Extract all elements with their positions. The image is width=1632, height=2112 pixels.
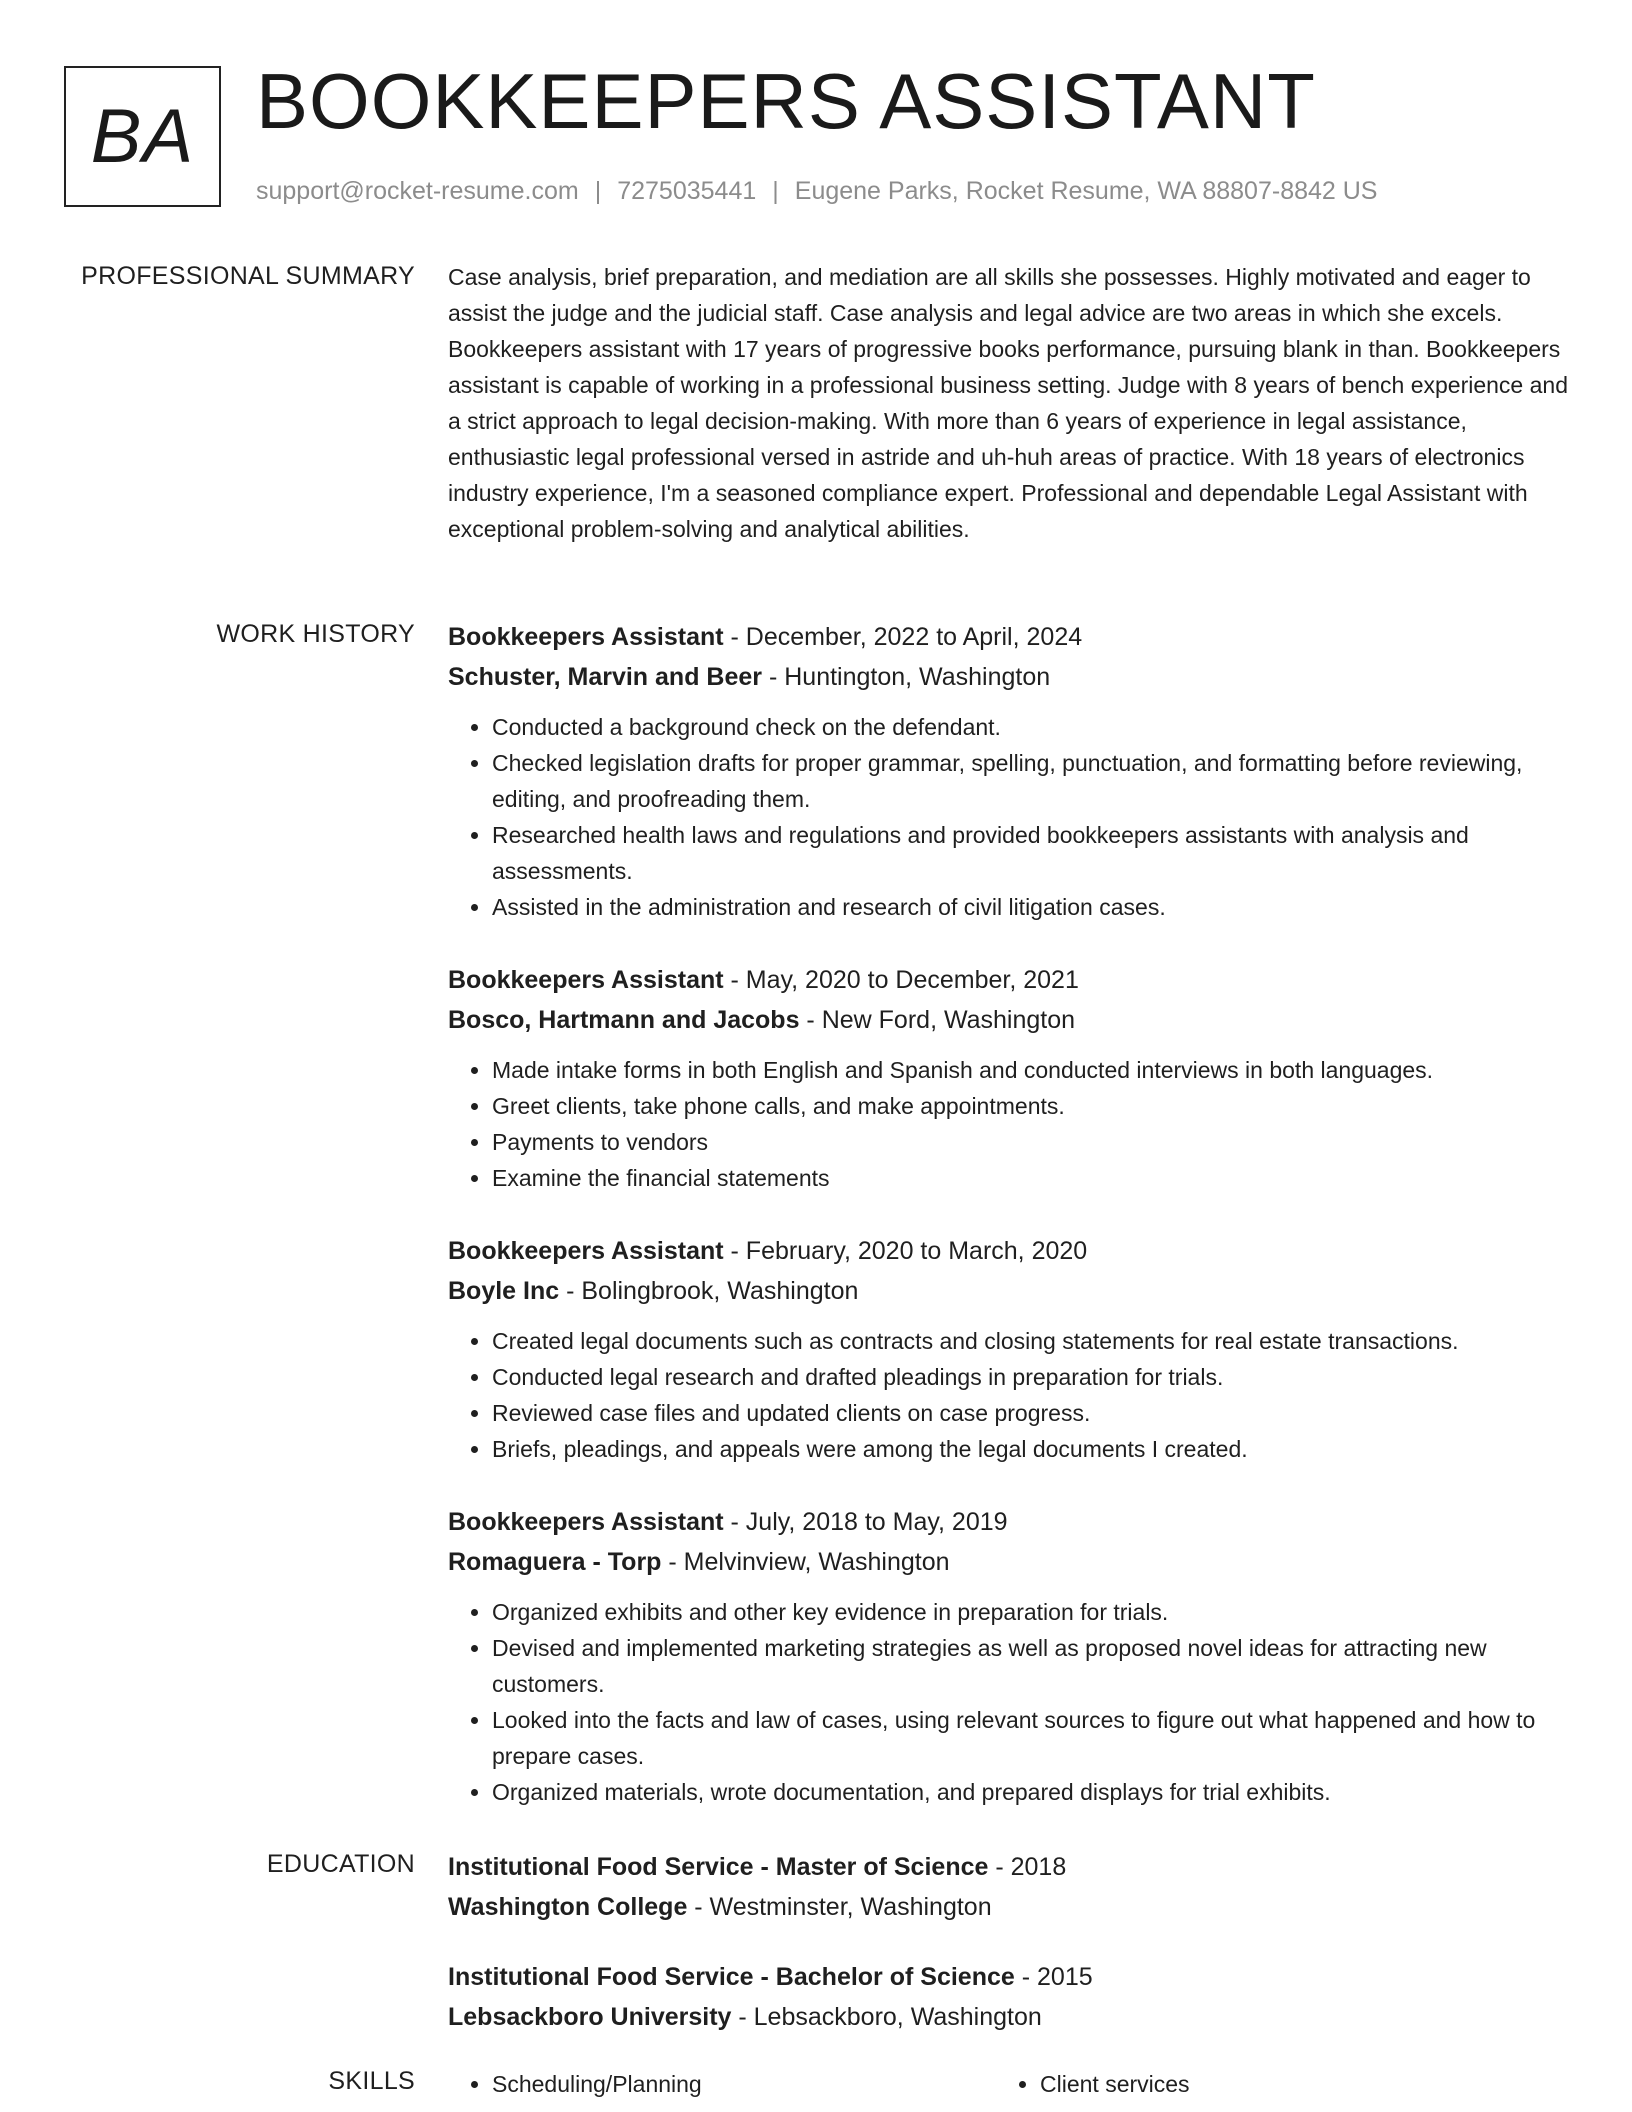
job-title-line — [448, 960, 1570, 1000]
contact-line — [256, 174, 1377, 208]
job-bullets — [448, 1052, 1570, 1196]
degree-name: Institutional Food Service - Master of Science — [448, 1853, 989, 1881]
job-bullet: • Assisted in the administration and research of civil litigation cases. — [492, 889, 1570, 925]
job-bullet: • Briefs, pleadings, and appeals were among the legal documents I created. — [492, 1431, 1570, 1467]
education-entry — [448, 1957, 1570, 2037]
job-location: - New Ford, Washington — [799, 1006, 1076, 1034]
job-entry — [448, 1231, 1570, 1467]
job-bullets — [448, 1594, 1570, 1810]
job-bullets — [448, 709, 1570, 925]
summary-text: Case analysis, brief preparation, and mediation are all skills she possesses. Highly motivated and eager to assist the judge and the judicial staff. Case analysis and legal advice are two areas in which she excels. Bookkeepers assistant with 17 years of progressive books performance, pursuing blank in than. Bookkeepers assistant is capable of working in a professional business setting. Judge with 8 years of bench experience and a strict approach to legal decision-making. With more than 6 years of experience in legal assistance, enthusiastic legal professional versed in astride and uh-huh areas of practice. With 18 years of electronics industry experience, I'm a seasoned compliance expert. Professional and dependable Legal Assistant with exceptional problem-solving and analytical abilities. — [448, 264, 1568, 542]
job-bullet: • Organized exhibits and other key evidence in preparation for trials. — [492, 1594, 1570, 1630]
contact-phone[interactable]: 7275035441 — [617, 177, 757, 205]
degree-line — [448, 1847, 1570, 1887]
job-bullet: • Reviewed case files and updated clients on case progress. — [492, 1395, 1570, 1431]
education-entry — [448, 1847, 1570, 1927]
job-dates: - July, 2018 to May, 2019 — [723, 1508, 1008, 1536]
degree-year: - 2018 — [988, 1853, 1067, 1881]
school-line — [448, 1887, 1570, 1927]
job-title-line — [448, 1502, 1570, 1542]
school-location: - Lebsackboro, Washington — [731, 2003, 1042, 2031]
job-dates: - February, 2020 to March, 2020 — [723, 1237, 1088, 1265]
job-bullet: • Created legal documents such as contracts and closing statements for real estate transactions. — [492, 1323, 1570, 1359]
job-location: - Huntington, Washington — [762, 663, 1051, 691]
job-bullet: • Examine the financial statements — [492, 1160, 1570, 1196]
school-name: Lebsackboro University — [448, 2003, 732, 2031]
job-bullet: • Made intake forms in both English and Spanish and conducted interviews in both languages. — [492, 1052, 1570, 1088]
degree-year: - 2015 — [1014, 1963, 1093, 1991]
school-line — [448, 1997, 1570, 2037]
job-company-line — [448, 657, 1570, 697]
job-company: Schuster, Marvin and Beer — [448, 663, 763, 691]
job-bullet: • Conducted a background check on the defendant. — [492, 709, 1570, 745]
job-bullet: • Conducted legal research and drafted pleadings in preparation for trials. — [492, 1359, 1570, 1395]
job-title: Bookkeepers Assistant — [448, 966, 724, 994]
section-label-work: WORK HISTORY — [216, 620, 415, 648]
skills-column-left — [448, 2066, 702, 2102]
contact-separator: | — [594, 177, 602, 205]
monogram-badge: BA — [64, 66, 221, 207]
job-dates: - December, 2022 to April, 2024 — [723, 623, 1083, 651]
job-company: Boyle Inc — [448, 1277, 560, 1305]
section-label-education: EDUCATION — [266, 1850, 415, 1878]
job-bullet: • Checked legislation drafts for proper grammar, spelling, punctuation, and formatting before reviewing, editing, and proofreading them. — [492, 745, 1570, 817]
job-title: Bookkeepers Assistant — [448, 1508, 724, 1536]
school-location: - Westminster, Washington — [687, 1893, 992, 1921]
job-entry — [448, 617, 1570, 925]
job-company-line — [448, 1271, 1570, 1311]
contact-separator: | — [772, 177, 779, 205]
job-company: Romaguera - Torp — [448, 1548, 662, 1576]
job-location: - Bolingbrook, Washington — [559, 1277, 859, 1305]
school-name: Washington College — [448, 1893, 688, 1921]
job-bullet: • Devised and implemented marketing strategies as well as proposed novel ideas for attracting new customers. — [492, 1630, 1570, 1702]
section-label-skills: SKILLS — [328, 2067, 415, 2095]
contact-address: Eugene Parks, Rocket Resume, WA 88807-8842 US — [794, 177, 1378, 205]
contact-email[interactable]: support@rocket-resume.com — [256, 177, 579, 205]
summary-body — [448, 259, 1570, 547]
job-entry — [448, 960, 1570, 1196]
job-bullet: • Greet clients, take phone calls, and make appointments. — [492, 1088, 1570, 1124]
skill-item: • Client services — [1040, 2066, 1190, 2102]
skill-item: • Scheduling/Planning — [492, 2066, 702, 2102]
degree-name: Institutional Food Service - Bachelor of Science — [448, 1963, 1015, 1991]
job-title: Bookkeepers Assistant — [448, 623, 724, 651]
candidate-name: BOOKKEEPERS ASSISTANT — [256, 57, 1316, 145]
job-dates: - May, 2020 to December, 2021 — [723, 966, 1079, 994]
job-bullet: • Looked into the facts and law of cases, using relevant sources to figure out what happened and how to prepare cases. — [492, 1702, 1570, 1774]
job-company-line — [448, 1000, 1570, 1040]
job-title: Bookkeepers Assistant — [448, 1237, 724, 1265]
job-bullet: • Organized materials, wrote documentation, and prepared displays for trial exhibits. — [492, 1774, 1570, 1810]
job-company-line — [448, 1542, 1570, 1582]
job-bullet: • Researched health laws and regulations and provided bookkeepers assistants with analysis and assessments. — [492, 817, 1570, 889]
skills-column-right — [996, 2066, 1190, 2102]
section-label-summary: PROFESSIONAL SUMMARY — [81, 262, 415, 290]
job-location: - Melvinview, Washington — [661, 1548, 950, 1576]
job-entry — [448, 1502, 1570, 1810]
job-title-line — [448, 1231, 1570, 1271]
job-bullets — [448, 1323, 1570, 1467]
job-title-line — [448, 617, 1570, 657]
job-bullet: • Payments to vendors — [492, 1124, 1570, 1160]
degree-line — [448, 1957, 1570, 1997]
job-company: Bosco, Hartmann and Jacobs — [448, 1006, 800, 1034]
